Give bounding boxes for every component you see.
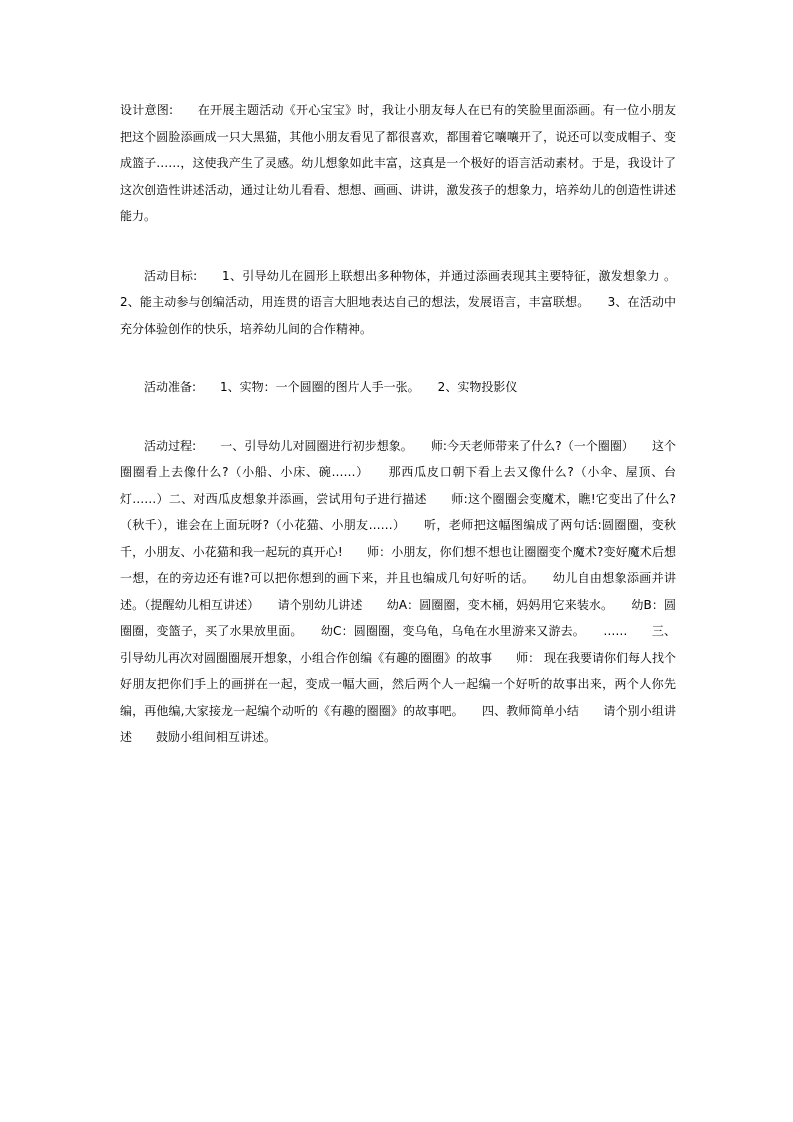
document-page [120,97,676,751]
paragraph-activity-process: 活动过程: 一、引导幼儿对圆圈进行初步想象。 师:今天老师带来了什么?（一个圈圈） 这个圈圈看上去像什么?（小船、小床、碗……） 那西瓜皮口朝下看上去又像什么?（小伞、屋顶、台灯……）二、对西瓜皮想象并添画，尝试用句子进行描述 师:这个圈圈会变魔术，瞧!它变出了什么?（秋千），谁会在上面玩呀?（小花猫、小朋友……） 听，老师把这幅图编成了两句话:圆圈圈，变秋千，小朋友、小花猫和我一起玩的真开心! 师：小朋友，你们想不想也让圈圈变个魔术?变好魔术后想一想，在的旁边还有谁?可以把你想到的画下来，并且也编成几句好听的话。 幼儿自由想象添画并讲述。（提醒幼儿相互讲述） 请个别幼儿讲述 幼A：圆圈圈，变木桶，妈妈用它来装水。 幼B：圆圈圈，变篮子，买了水果放里面。 幼C：圆圈圈，变乌龟，乌龟在水里游来又游去。 …… 三、 引导幼儿再次对圆圈圈展开想象，小组合作创编《有趣的圈圈》的故事 师： 现在我要请你们每人找个好朋友把你们手上的画拼在一起，变成一幅大画，然后两个人一起编一个好听的故事出来，两个人你先编，再他编,大家接龙一起编个动听的《有趣的圈圈》的故事吧。 四、教师简单小结 请个别小组讲述 鼓励小组间相互讲述。 [120,438,676,744]
paragraph-activity-goals: 活动目标: 1、引导幼儿在圆形上联想出多种物体，并通过添画表现其主要特征，激发想象力 。 2、能主动参与创编活动，用连贯的语言大胆地表达自己的想法，发展语言，丰富联想。 3、在活动中充分体验创作的快乐，培养幼儿间的合作精神。 [120,268,676,336]
paragraph-activity-preparation: 活动准备: 1、实物：一个圆圈的图片人手一张。 2、实物投影仪 [144,380,518,394]
paragraph-design-intent: 设计意图: 在开展主题活动《开心宝宝》时，我让小朋友每人在已有的笑脸里面添画。有一位小朋友把这个圆脸添画成一只大黑猫，其他小朋友看见了都很喜欢，都围着它嚷嚷开了，说还可以变成帽子、变成篮子……，这使我产生了灵感。幼儿想象如此丰富，这真是一个极好的语言活动素材。于是，我设计了这次创造性讲述活动，通过让幼儿看看、想想、画画、讲讲，激发孩子的想象力，培养幼儿的创造性讲述 能力。 [120,103,676,223]
